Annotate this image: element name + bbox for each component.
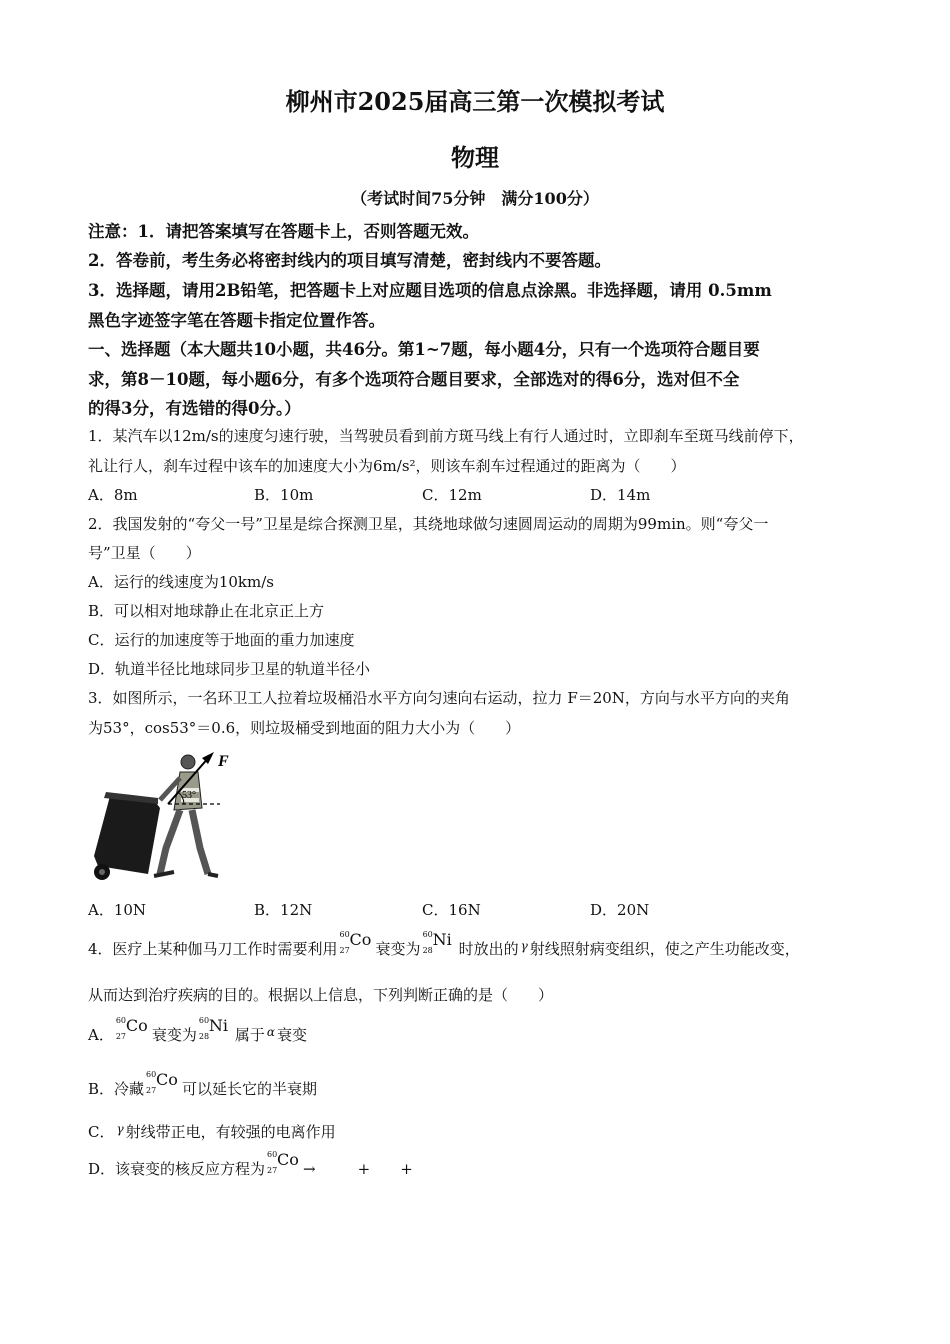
q4-option-a-d: 衰变 <box>276 1026 307 1044</box>
plus-sign-2: + <box>400 1160 413 1178</box>
co-symbol: Co <box>125 1016 148 1035</box>
q1-line-2: 礼让行人，刹车过程中该车的加速度大小为6m/s²，则该车刹车过程通过的距离为（ ） <box>88 457 686 475</box>
notice-line-3: 3．选择题，请用2B铅笔，把答题卡上对应题目选项的信息点涂黑。非选择题，请用 0.5mm <box>88 281 772 300</box>
q4-option-b-b: 可以延长它的半衰期 <box>182 1080 318 1098</box>
q2-option-a: A．运行的线速度为10km/s <box>88 573 274 591</box>
q4-option-c-b: 射线带正电，有较强的电离作用 <box>125 1123 336 1141</box>
q3-line-2: 为53°，cos53°＝0.6，则垃圾桶受到地面的阻力大小为（ ） <box>88 719 521 737</box>
q2-line-2: 号”卫星（ ） <box>88 544 201 562</box>
ni-60-nuclide <box>198 1016 233 1042</box>
co-atomic: 27 <box>339 946 350 955</box>
co-atomic: 27 <box>146 1086 157 1095</box>
q4-option-c-label: C． <box>88 1123 115 1141</box>
co-symbol: Co <box>156 1070 178 1089</box>
q4-option-b <box>88 1070 318 1099</box>
q4-option-a-c: 属于 <box>234 1026 265 1044</box>
q3-line-1: 3．如图所示，一名环卫工人拉着垃圾桶沿水平方向匀速向右运动，拉力 F＝20N，方向与水平方向的夹角 <box>88 689 790 707</box>
gamma-symbol: γ <box>116 1122 124 1136</box>
co-symbol: Co <box>349 930 372 949</box>
q4-line-1-a: 4．医疗上某种伽马刀工作时需要利用 <box>88 940 338 958</box>
q4-option-c <box>88 1121 336 1142</box>
q4-option-a-b: 衰变为 <box>151 1026 197 1044</box>
ni-mass: 60 <box>198 1016 210 1025</box>
q2-option-b: B．可以相对地球静止在北京正上方 <box>88 602 325 620</box>
ni-60-nuclide <box>422 930 457 956</box>
force-label: F <box>218 753 229 770</box>
ni-atomic: 28 <box>198 1032 210 1041</box>
section-line-1: 一、选择题（本大题共10小题，共46分。第1~7题，每小题4分，只有一个选项符合题目要 <box>88 340 760 359</box>
alpha-symbol: α <box>266 1025 275 1039</box>
q1-line-1: 1．某汽车以12m/s的速度匀速行驶，当驾驶员看到前方斑马线上有行人通过时，立即刹车至斑马线前停下， <box>88 427 804 445</box>
q3-option-d: D．20N <box>590 901 650 919</box>
q4-line-2: 从而达到治疗疾病的目的。根据以上信息，下列判断正确的是（ ） <box>88 986 554 1004</box>
worker-illustration <box>154 755 218 876</box>
co-mass: 60 <box>115 1016 127 1025</box>
q2-option-d: D．轨道半径比地球同步卫星的轨道半径小 <box>88 660 371 678</box>
ni-symbol: Ni <box>208 1016 228 1035</box>
notice-line-1: 注意：1．请把答案填写在答题卡上，否则答题无效。 <box>88 222 479 241</box>
q4-line-1-c: 时放出的 <box>458 940 519 958</box>
q1-option-d: D．14m <box>590 486 651 504</box>
section-line-2: 求，第8－10题，每小题6分，有多个选项符合题目要求，全部选对的得6分，选对但不全 <box>88 370 740 389</box>
exam-info: （考试时间75分钟 满分100分） <box>351 189 599 208</box>
q1-option-c: C．12m <box>422 486 482 504</box>
q1-option-b: B．10m <box>254 486 314 504</box>
q3-option-a: A．10N <box>88 901 147 919</box>
q2-line-1: 2．我国发射的“夸父一号”卫星是综合探测卫星，其绕地球做匀速圆周运动的周期为99min。则“夸父一 <box>88 515 769 533</box>
co-60-nuclide <box>115 1016 150 1042</box>
q1-options <box>88 484 650 505</box>
q4-option-a <box>88 1016 307 1045</box>
q4-option-d-a: D．该衰变的核反应方程为 <box>88 1160 266 1178</box>
co-60-nuclide <box>339 930 374 956</box>
q4-line-1 <box>88 930 800 959</box>
co-symbol: Co <box>277 1150 299 1169</box>
reaction-arrow: → <box>303 1160 316 1178</box>
q3-option-c: C．16N <box>422 901 481 919</box>
section-line-3: 的得3分，有选错的得0分。） <box>88 399 301 418</box>
ni-mass: 60 <box>422 930 433 939</box>
co-60-nuclide <box>267 1150 301 1176</box>
notice-line-2: 2．答卷前，考生务必将密封线内的项目填写清楚，密封线内不要答题。 <box>88 251 611 270</box>
ni-symbol: Ni <box>432 930 452 949</box>
co-mass: 60 <box>146 1070 157 1079</box>
q2-option-c: C．运行的加速度等于地面的重力加速度 <box>88 631 355 649</box>
plus-sign-1: + <box>357 1160 371 1178</box>
q4-line-1-b: 衰变为 <box>375 940 421 958</box>
q3-option-b: B．12N <box>254 901 313 919</box>
ni-atomic: 28 <box>422 946 433 955</box>
co-mass: 60 <box>267 1150 278 1159</box>
co-atomic: 27 <box>115 1032 127 1041</box>
q4-option-a-label: A． <box>88 1026 114 1044</box>
co-atomic: 27 <box>267 1166 278 1175</box>
co-60-nuclide <box>146 1070 180 1096</box>
q3-options <box>88 899 649 920</box>
angle-label: 53° <box>182 790 196 801</box>
worker-trash-bin-figure <box>88 748 248 888</box>
co-mass: 60 <box>339 930 350 939</box>
gamma-symbol: γ <box>520 939 528 953</box>
q4-line-1-d: 射线照射病变组织，使之产生功能改变， <box>529 940 800 958</box>
q1-option-a: A．8m <box>88 486 138 504</box>
subject-title: 物理 <box>451 143 499 172</box>
notice-line-4: 黑色字迹签字笔在答题卡指定位置作答。 <box>88 311 385 330</box>
q4-option-b-a: B．冷藏 <box>88 1080 145 1098</box>
q4-option-d <box>88 1150 413 1179</box>
exam-title: 柳州市2025届高三第一次模拟考试 <box>285 87 665 116</box>
trash-bin-illustration <box>94 792 160 880</box>
